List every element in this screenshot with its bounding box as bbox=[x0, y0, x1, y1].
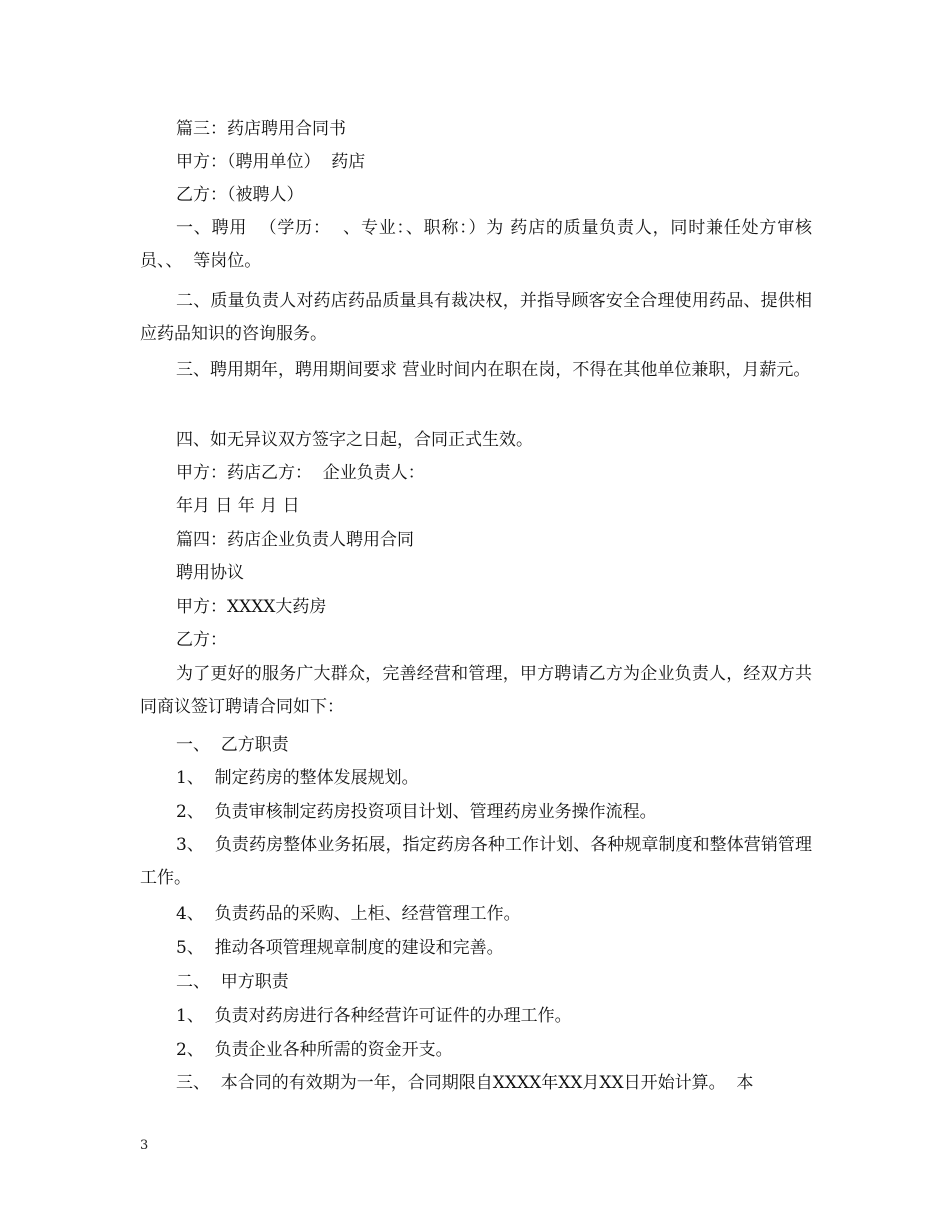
list-item: 1、 负责对药房进行各种经营许可证件的办理工作。 bbox=[176, 1006, 572, 1026]
subsection-heading: 一、 乙方职责 bbox=[176, 735, 289, 755]
clause-paragraph: 一、聘用 （学历： 、专业：、职称：）为 药店的质量负责人，同时兼任处方审核员、、 等岗位。 bbox=[140, 218, 812, 271]
party-a-line: 甲方：（聘用单位） 药店 bbox=[176, 152, 366, 172]
signature-line: 甲方：药店乙方： 企业负责人： bbox=[176, 463, 425, 483]
clause-paragraph: 三、聘用期年，聘用期间要求 营业时间内在职在岗，不得在其他单位兼职，月薪元。 bbox=[176, 360, 811, 380]
list-item: 2、 负责企业各种所需的资金开支。 bbox=[176, 1040, 453, 1060]
clause-paragraph: 四、如无异议双方签字之日起，合同正式生效。 bbox=[176, 430, 533, 450]
clause-paragraph: 三、 本合同的有效期为一年，合同期限自XXXX年XX月XX日开始计算。 本 bbox=[176, 1073, 754, 1093]
section-heading: 篇四：药店企业负责人聘用合同 bbox=[176, 530, 414, 550]
list-item: 4、 负责药品的采购、上柜、经营管理工作。 bbox=[176, 904, 521, 924]
party-b-line: 乙方： bbox=[176, 630, 227, 650]
party-b-line: 乙方：（被聘人） bbox=[176, 185, 304, 205]
section-heading: 篇三：药店聘用合同书 bbox=[176, 119, 346, 139]
subsection-heading: 二、 甲方职责 bbox=[176, 972, 289, 992]
list-item: 3、 负责药房整体业务拓展，指定药房各种工作计划、各种规章制度和整体营销管理工作。 bbox=[140, 835, 812, 888]
list-item: 1、 制定药房的整体发展规划。 bbox=[176, 768, 419, 788]
list-item: 2、 负责审核制定药房投资项目计划、管理药房业务操作流程。 bbox=[176, 802, 657, 822]
list-item: 5、 推动各项管理规章制度的建设和完善。 bbox=[176, 938, 504, 958]
clause-paragraph: 二、质量负责人对药店药品质量具有裁决权，并指导顾客安全合理使用药品、提供相应药品知识的咨询服务。 bbox=[140, 291, 812, 344]
intro-paragraph: 为了更好的服务广大群众，完善经营和管理，甲方聘请乙方为企业负责人，经双方共同商议签订聘请合同如下： bbox=[140, 664, 812, 717]
page-number: 3 bbox=[140, 1138, 149, 1153]
date-line: 年月 日 年 月 日 bbox=[176, 496, 300, 516]
party-a-line: 甲方：XXXX大药房 bbox=[176, 597, 327, 617]
agreement-title: 聘用协议 bbox=[176, 563, 244, 583]
